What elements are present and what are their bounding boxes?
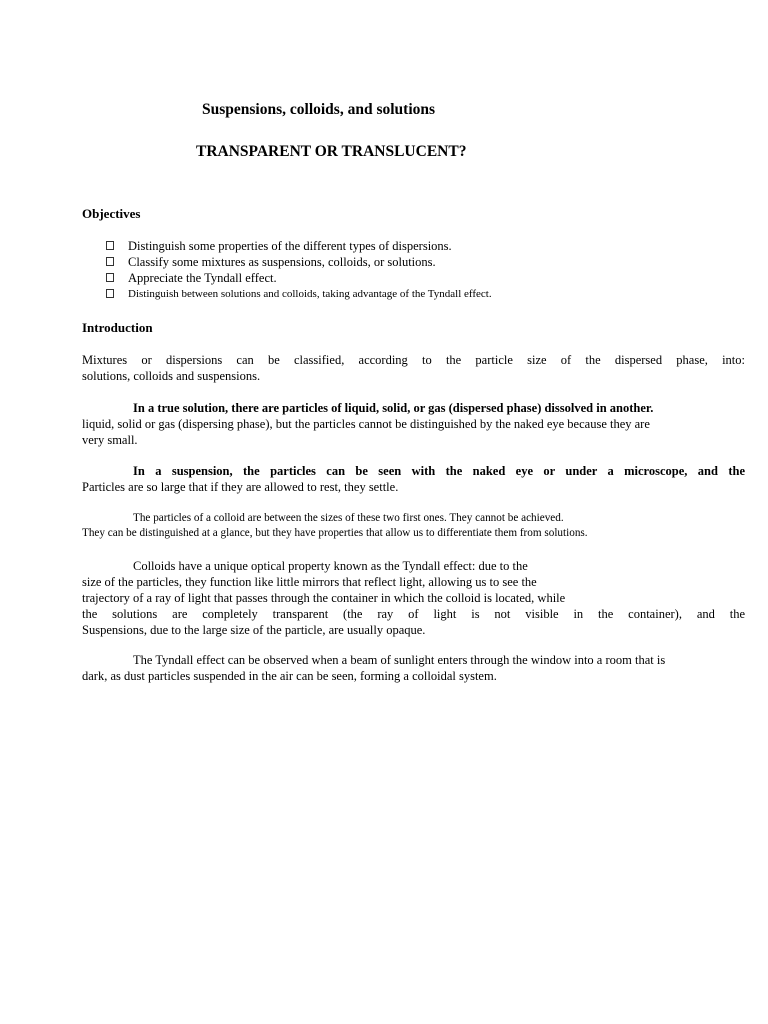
list-item bbox=[106, 238, 492, 254]
paragraph-line: Suspensions, due to the large size of the particle, are usually opaque. bbox=[82, 623, 426, 637]
paragraph-classification bbox=[82, 352, 745, 384]
objectives-heading: Objectives bbox=[82, 206, 141, 221]
paragraph-line: Colloids have a unique optical property known as the Tyndall effect: due to the bbox=[133, 559, 528, 573]
paragraph-line: size of the particles, they function like little mirrors that reflect light, allowing us to see the bbox=[82, 575, 537, 589]
paragraph-line: very small. bbox=[82, 433, 138, 447]
empty-square-glyph-icon bbox=[106, 257, 114, 266]
paragraph-line: dark, as dust particles suspended in the air can be seen, forming a colloidal system. bbox=[82, 669, 497, 683]
document-title: Suspensions, colloids, and solutions bbox=[202, 101, 436, 118]
list-item bbox=[106, 270, 492, 286]
paragraph-line: The particles of a colloid are between the sizes of these two first ones. They cannot be achieved. bbox=[133, 512, 564, 524]
objective-text: Classify some mixtures as suspensions, colloids, or solutions. bbox=[128, 255, 436, 269]
paragraph-line: trajectory of a ray of light that passes through the container in which the colloid is located, while bbox=[82, 591, 566, 605]
list-item bbox=[106, 286, 492, 302]
paragraph-line: In a true solution, there are particles of liquid, solid, or gas (dispersed phase) dissolved in another. bbox=[133, 401, 654, 415]
list-item bbox=[106, 254, 492, 270]
paragraph-line: solutions, colloids and suspensions. bbox=[82, 369, 261, 383]
empty-square-glyph-icon bbox=[106, 289, 114, 298]
paragraph-line: In a suspension, the particles can be seen with the naked eye or under a microscope, and the bbox=[133, 464, 745, 478]
paragraph-tyndall-property bbox=[82, 558, 745, 638]
objective-text: Distinguish between solutions and colloids, taking advantage of the Tyndall effect. bbox=[128, 288, 492, 300]
introduction-heading: Introduction bbox=[82, 320, 153, 335]
paragraph-line: They can be distinguished at a glance, but they have properties that allow us to differentiate them from solutions. bbox=[82, 527, 588, 539]
empty-square-glyph-icon bbox=[106, 241, 114, 250]
paragraph-true-solution bbox=[82, 400, 745, 448]
paragraph-suspension bbox=[82, 463, 745, 495]
paragraph-tyndall-example bbox=[82, 652, 745, 684]
document-subtitle: TRANSPARENT OR TRANSLUCENT? bbox=[196, 143, 467, 160]
paragraph-line: the solutions are completely transparent (the ray of light is not visible in the container), and the bbox=[82, 607, 745, 621]
paragraph-line: The Tyndall effect can be observed when a beam of sunlight enters through the window into a room that is bbox=[133, 653, 666, 667]
paragraph-line: liquid, solid or gas (dispersing phase), but the particles cannot be distinguished by the naked eye because they are bbox=[82, 417, 650, 431]
paragraph-colloid bbox=[82, 511, 745, 541]
objective-text: Appreciate the Tyndall effect. bbox=[128, 271, 277, 285]
paragraph-line: Mixtures or dispersions can be classified, according to the particle size of the dispersed phase, into: bbox=[82, 353, 745, 367]
objective-text: Distinguish some properties of the different types of dispersions. bbox=[128, 239, 452, 253]
empty-square-glyph-icon bbox=[106, 273, 114, 282]
objectives-list bbox=[106, 238, 492, 302]
paragraph-line: Particles are so large that if they are allowed to rest, they settle. bbox=[82, 480, 399, 494]
